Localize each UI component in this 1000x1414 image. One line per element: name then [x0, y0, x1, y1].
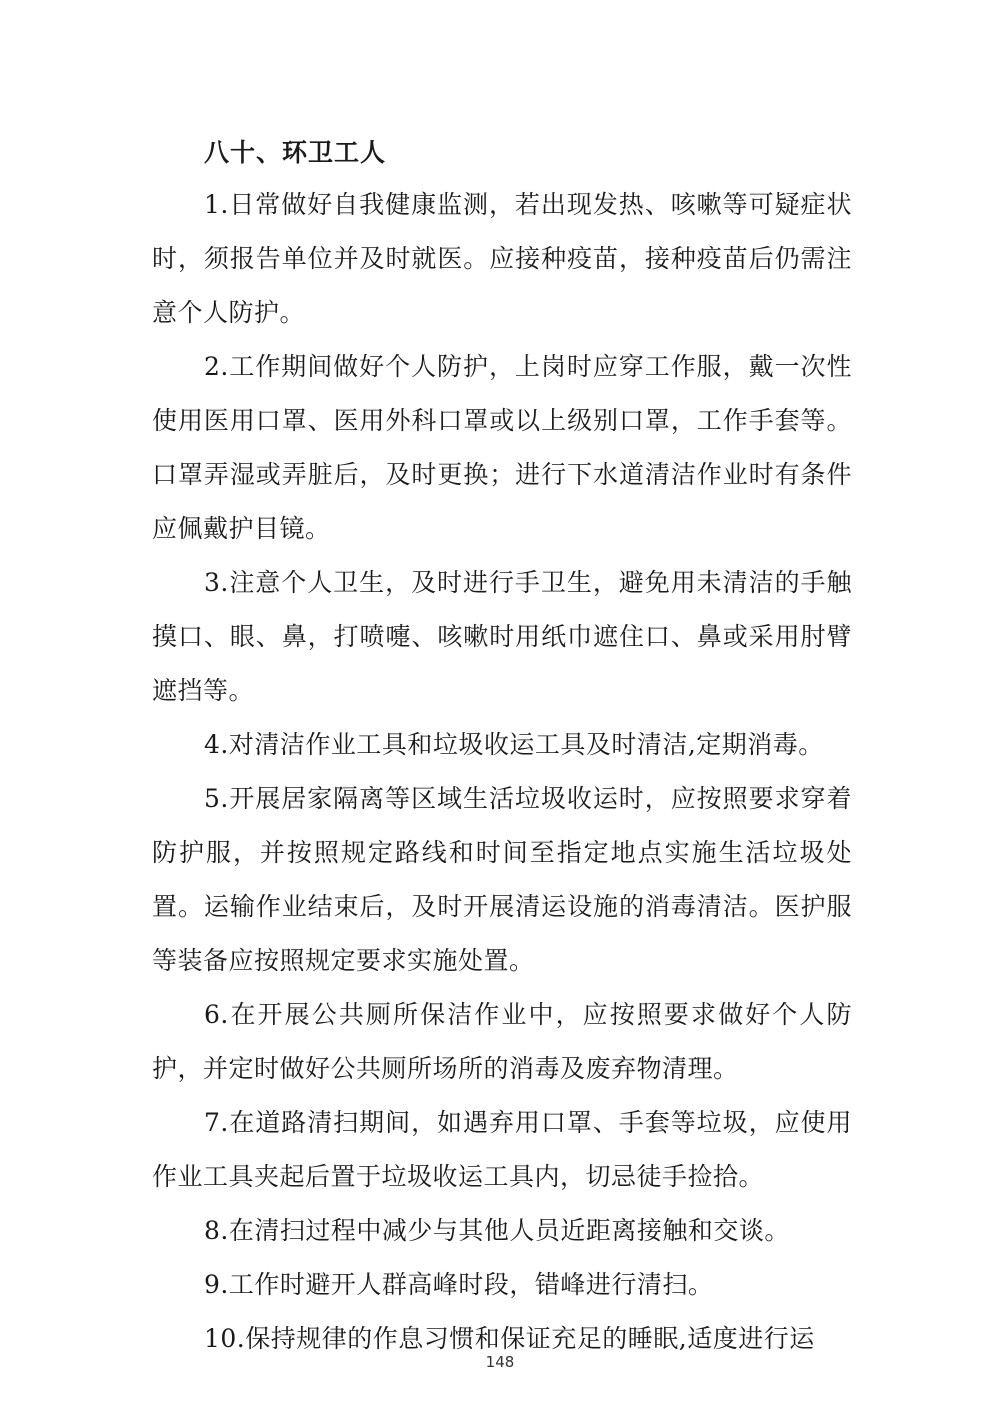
- guideline-item-7: 7.在道路清扫期间，如遇弃用口罩、手套等垃圾，应使用作业工具夹起后置于垃圾收运工具内，切忌徒手捡拾。: [152, 1108, 852, 1191]
- guideline-item-5: 5.开展居家隔离等区域生活垃圾收运时，应按照要求穿着防护服，并按照规定路线和时间至指定地点实施生活垃圾处置。运输作业结束后，及时开展清运设施的消毒清洁。医护服等装备应按照规定要求实施处置。: [152, 784, 852, 975]
- guideline-item-9: 9.工作时避开人群高峰时段，错峰进行清扫。: [204, 1270, 714, 1299]
- guideline-item-1: 1.日常做好自我健康监测，若出现发热、咳嗽等可疑症状时，须报告单位并及时就医。应接种疫苗，接种疫苗后仍需注意个人防护。: [152, 190, 852, 327]
- guideline-item-8: 8.在清扫过程中减少与其他人员近距离接触和交谈。: [204, 1216, 790, 1245]
- guideline-item-6: 6.在开展公共厕所保洁作业中，应按照要求做好个人防护，并定时做好公共厕所场所的消毒及废弃物清理。: [152, 1000, 852, 1083]
- guideline-item-10: 10.保持规律的作息习惯和保证充足的睡眠,适度进行运: [204, 1324, 815, 1353]
- section-heading: 八十、环卫工人: [204, 138, 387, 167]
- page-number: 148: [485, 1353, 515, 1371]
- document-page: [152, 128, 852, 1366]
- guideline-item-2: 2.工作期间做好个人防护，上岗时应穿工作服，戴一次性使用医用口罩、医用外科口罩或以上级别口罩，工作手套等。口罩弄湿或弄脏后，及时更换；进行下水道清洁作业时有条件应佩戴护目镜。: [152, 352, 852, 543]
- guideline-item-4: 4.对清洁作业工具和垃圾收运工具及时清洁,定期消毒。: [204, 730, 824, 759]
- guideline-item-3: 3.注意个人卫生，及时进行手卫生，避免用未清洁的手触摸口、眼、鼻，打喷嚏、咳嗽时用纸巾遮住口、鼻或采用肘臂遮挡等。: [152, 568, 852, 705]
